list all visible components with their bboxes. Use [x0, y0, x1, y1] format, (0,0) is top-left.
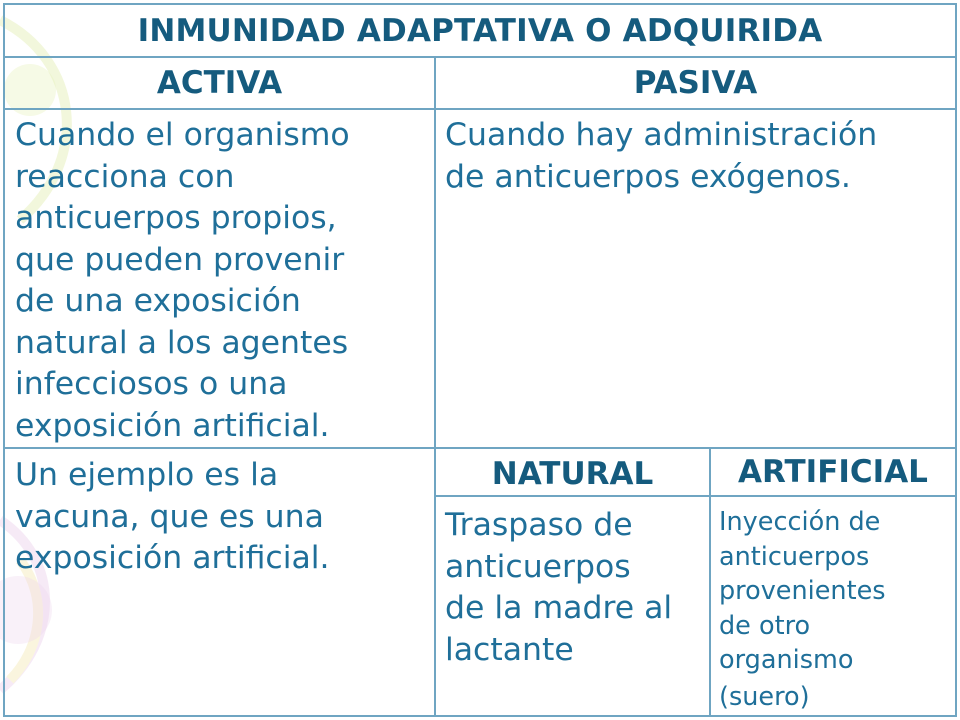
text-line: organismo [719, 645, 854, 675]
text-line: vacuna, que es una [15, 498, 324, 535]
natural-description [445, 505, 707, 671]
grid-line [434, 495, 955, 497]
activa-header: ACTIVA [156, 65, 283, 101]
activa-description [15, 115, 430, 447]
text-line: de la madre al [445, 590, 673, 626]
text-line: (suero) [719, 681, 810, 712]
activa-example [15, 455, 430, 580]
text-line: Cuando el organismo [15, 117, 350, 153]
text-line: Inyección de [719, 507, 881, 537]
pasiva-description [445, 115, 950, 198]
text-line: que pueden provenir [15, 241, 345, 278]
text-line: Traspaso de [445, 507, 633, 543]
grid-line [5, 108, 955, 110]
pasiva-header: PASIVA [633, 65, 758, 101]
text-line: de otro [719, 610, 811, 641]
text-line: de una exposición [15, 283, 301, 319]
artificial-description [719, 505, 953, 714]
text-line: provenientes [719, 576, 886, 606]
artificial-header: ARTIFICIAL [738, 454, 928, 490]
table-title: INMUNIDAD ADAPTATIVA O ADQUIRIDA [137, 12, 823, 49]
grid-line [434, 56, 436, 715]
immunity-table [3, 3, 957, 717]
natural-header: NATURAL [491, 456, 654, 492]
text-line: natural a los agentes [15, 324, 349, 361]
text-line: Cuando hay administración [445, 117, 878, 153]
text-line: anticuerpos [719, 541, 870, 572]
text-line: reacciona con [15, 158, 235, 195]
text-line: exposición artificial. [15, 540, 330, 576]
text-line: anticuerpos propios, [15, 200, 337, 236]
text-line: anticuerpos [445, 548, 631, 585]
text-line: infecciosos o una [15, 366, 288, 402]
text-line: de anticuerpos exógenos. [445, 158, 851, 195]
text-line: lactante [445, 631, 574, 668]
text-line: exposición artificial. [15, 407, 330, 444]
text-line: Un ejemplo es la [15, 457, 279, 493]
